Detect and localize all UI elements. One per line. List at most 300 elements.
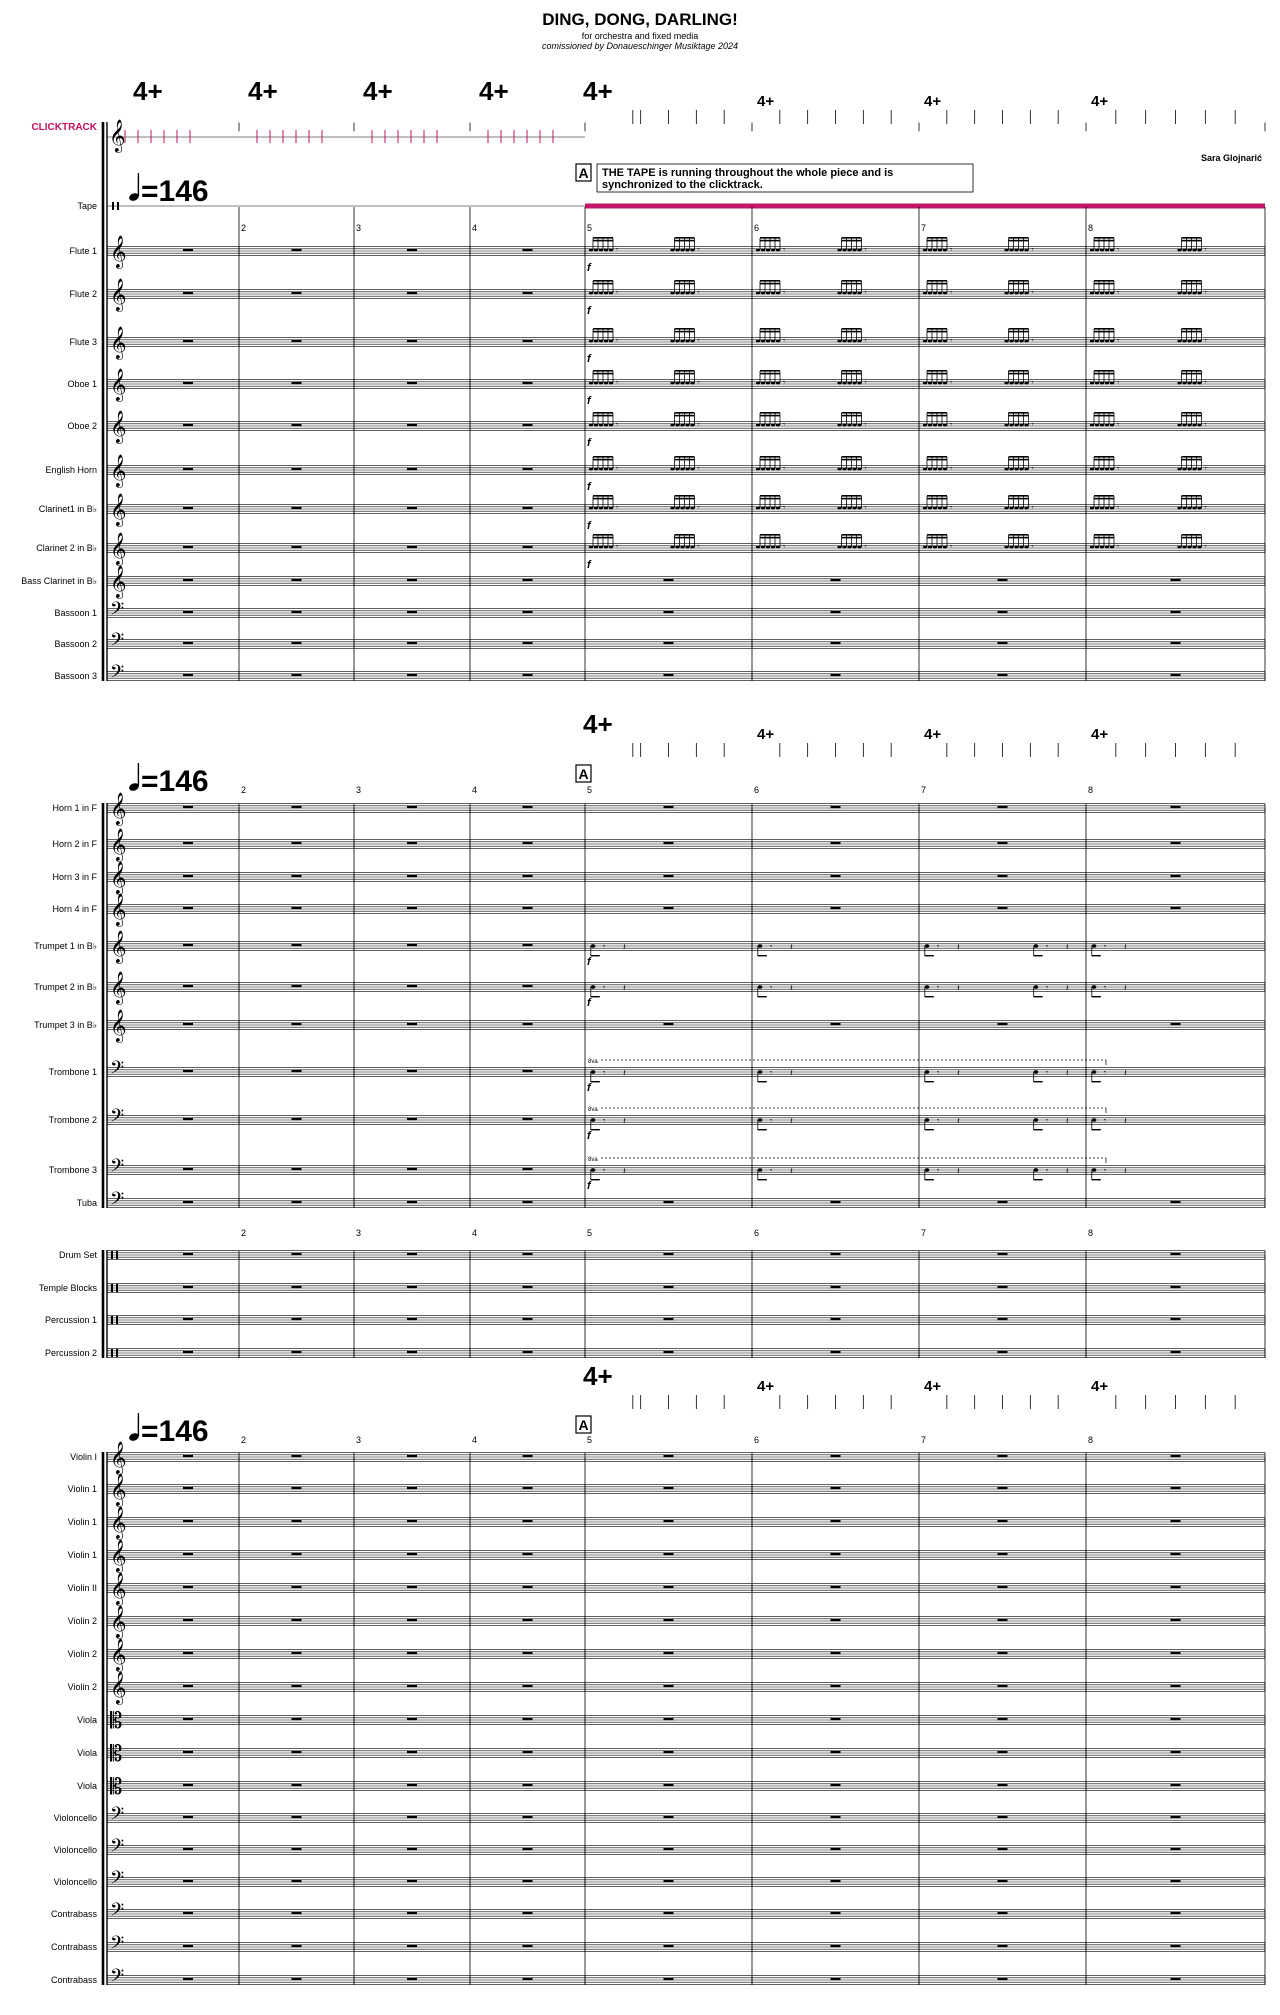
whole-rest [523,674,533,676]
rest-glyph: 𝄾 [950,378,953,387]
notehead [1019,546,1023,549]
whole-rest [292,1118,302,1120]
whole-rest [183,806,193,808]
staff-trombone-2 [49,1105,1265,1142]
whole-rest [523,1880,533,1882]
notehead [591,1070,596,1073]
whole-rest [664,1816,674,1818]
notehead [670,340,674,343]
whole-rest [292,1685,302,1687]
whole-rest [664,1848,674,1850]
whole-rest [998,1880,1008,1882]
rest-glyph: 𝄾 [603,1166,606,1175]
notehead [670,468,674,471]
beam [842,237,862,239]
note-figure [591,1116,626,1130]
whole-rest [523,806,533,808]
note-figure [837,237,866,254]
notehead [594,382,598,385]
note-figure [589,456,618,473]
whole-rest [523,507,533,509]
note-figure [837,370,866,387]
notehead [758,1118,763,1121]
whole-rest [664,1487,674,1489]
beam [760,412,780,414]
whole-rest [998,1619,1008,1621]
note-figure [1004,328,1033,345]
rest-glyph: 𝄾 [950,245,953,254]
beam [842,370,862,372]
notehead [1177,507,1181,510]
staff-bass-clarinet-in-b- [21,566,1265,599]
notehead [604,424,608,427]
notehead [1105,340,1109,343]
notehead [1177,382,1181,385]
beam [1182,459,1202,461]
notehead [690,292,694,295]
notehead [933,292,937,295]
whole-rest [292,546,302,548]
rest-glyph: 𝄾 [770,983,773,992]
note-figure [1090,370,1119,387]
whole-rest [523,642,533,644]
click-signature-small: 4+ [924,726,942,743]
note-figure [756,412,785,429]
measure-number: 8 [1088,1228,1094,1238]
whole-rest [407,507,417,509]
beam [1009,534,1029,536]
whole-rest [407,468,417,470]
whole-rest [407,1718,417,1720]
notehead [685,382,689,385]
whole-rest [407,985,417,987]
whole-rest [292,1816,302,1818]
whole-rest [664,1201,674,1203]
beam [842,328,862,330]
rest-glyph: 𝄾 [950,542,953,551]
notehead [771,424,775,427]
whole-rest [1171,1978,1181,1980]
whole-rest [1171,1351,1181,1353]
beam [842,415,862,417]
note-figure [1092,1116,1127,1130]
beam [760,534,780,536]
notehead [1024,424,1028,427]
note-figure [589,534,618,551]
whole-rest [183,907,193,909]
rest-glyph: 𝄾 [616,464,619,473]
bass-clef-icon: 𝄢 [110,1155,125,1180]
beam [927,534,947,536]
whole-rest [831,1253,841,1255]
whole-rest [407,1652,417,1654]
rest-glyph: 𝄾 [1104,942,1107,951]
whole-rest [407,674,417,676]
notehead [609,340,613,343]
score-title: DING, DONG, DARLING! [542,10,738,29]
notehead [599,382,603,385]
whole-rest [292,1848,302,1850]
rest-glyph: 𝄾 [950,464,953,473]
beam [1009,370,1029,372]
whole-rest [831,907,841,909]
beam [1094,495,1114,497]
whole-rest [407,611,417,613]
whole-rest [831,1487,841,1489]
notehead [594,249,598,252]
whole-rest [831,611,841,613]
instrument-label: Horn 1 in F [52,803,97,813]
whole-rest [407,907,417,909]
whole-rest [407,1286,417,1288]
note-figure [670,456,699,473]
flag [591,1081,600,1082]
rest-glyph: 𝄾 [1104,1166,1107,1175]
notehead [690,546,694,549]
beam [927,537,947,539]
notehead [594,340,598,343]
notehead [1009,546,1013,549]
rest-glyph: 𝄽 [790,983,793,993]
beam [1094,498,1114,500]
whole-rest [1171,1718,1181,1720]
instrument-label: Flute 1 [69,246,97,256]
notehead [675,292,679,295]
notehead [1014,292,1018,295]
beam [593,534,613,536]
beam [842,459,862,461]
rest-glyph: 𝄽 [790,1116,793,1126]
notehead [690,382,694,385]
percussion-clef-icon [111,1316,113,1324]
notehead [776,292,780,295]
rehearsal-mark [576,164,591,181]
whole-rest [523,546,533,548]
notehead [1095,340,1099,343]
whole-rest [1171,1520,1181,1522]
notehead [1024,340,1028,343]
note-figure [1034,983,1069,997]
whole-rest [183,1978,193,1980]
notehead [609,292,613,295]
notehead [923,292,927,295]
measure-number: 2 [241,785,247,795]
rest-glyph: 𝄽 [1065,1068,1069,1078]
rest-glyph: 𝄾 [616,288,619,297]
instrument-label: Violin 1 [67,1550,97,1560]
whole-rest [831,1586,841,1588]
notehead [925,985,930,988]
notehead [1110,507,1114,510]
whole-rest [664,907,674,909]
notehead [852,340,856,343]
whole-rest [664,674,674,676]
rest-glyph: 𝄾 [1031,464,1034,473]
notehead [670,546,674,549]
treble-clef-icon: 𝄞 [110,566,127,597]
whole-rest [998,1253,1008,1255]
notehead [1019,382,1023,385]
bass-clef-icon: 𝄢 [110,629,125,654]
notehead [690,340,694,343]
rest-glyph: 𝄾 [603,1068,606,1077]
dynamic-marking: f [587,520,591,532]
bass-clef-icon: 𝄢 [110,1932,125,1957]
whole-rest [183,1253,193,1255]
note-figure [925,1068,960,1082]
beam [593,459,613,461]
notehead [756,468,760,471]
notehead [923,468,927,471]
whole-rest [407,1978,417,1980]
note-figure [1090,412,1119,429]
notehead [685,340,689,343]
note-figure [1034,942,1069,956]
beam [1182,534,1202,536]
notehead [1197,546,1201,549]
notehead [771,292,775,295]
notehead [847,468,851,471]
notehead [756,424,760,427]
beam [1009,459,1029,461]
percussion-clef-icon [111,1284,113,1292]
notehead [680,424,684,427]
notehead [690,249,694,252]
note-figure [1090,328,1119,345]
whole-rest [523,1553,533,1555]
note-figure [756,328,785,345]
notehead [685,507,689,510]
whole-rest [183,1751,193,1753]
flag [925,1081,934,1082]
beam [760,415,780,417]
beam [760,237,780,239]
beam [760,280,780,282]
whole-rest [998,1286,1008,1288]
instrument-label: Horn 2 in F [52,839,97,849]
notehead [761,424,765,427]
treble-clef-icon: 𝄞 [110,411,127,442]
beam [1009,283,1029,285]
note-figure [1034,1166,1069,1180]
notehead [1019,249,1023,252]
whole-rest [664,642,674,644]
treble-clef-icon: 𝄞 [110,894,127,925]
notehead [1090,507,1094,510]
whole-rest [292,579,302,581]
beam [760,240,780,242]
notehead [680,382,684,385]
whole-rest [1171,1023,1181,1025]
whole-rest [664,1553,674,1555]
whole-rest [998,1586,1008,1588]
instrument-label: Viola [77,1748,97,1758]
whole-rest [183,1455,193,1457]
beam [675,240,695,242]
staff-violin-1 [68,1507,1265,1540]
whole-rest [407,1848,417,1850]
system-percussion [39,1228,1265,1358]
whole-rest [1171,642,1181,644]
whole-rest [407,1751,417,1753]
staff-violoncello [54,1803,1265,1828]
staff-violoncello [54,1835,1265,1860]
instrument-label: Trombone 2 [48,1115,97,1125]
instrument-label: Oboe 1 [67,379,97,389]
note-figure [1090,280,1119,297]
note-figure [670,328,699,345]
notehead [1177,468,1181,471]
rest-glyph: 𝄾 [697,420,700,429]
whole-rest [292,1168,302,1170]
notehead [675,340,679,343]
whole-rest [407,1586,417,1588]
note-figure [670,237,699,254]
beam [593,240,613,242]
notehead [756,249,760,252]
beam [1009,328,1029,330]
treble-clef-icon: 𝄞 [110,1507,127,1538]
rest-glyph: 𝄾 [950,503,953,512]
note-figure [670,495,699,512]
whole-rest [292,806,302,808]
notehead [771,507,775,510]
staff-trombone-1 [49,1057,1265,1094]
instrument-label: Violin 1 [67,1517,97,1527]
beam [593,331,613,333]
whole-rest [183,1586,193,1588]
whole-rest [998,1718,1008,1720]
notehead [1110,340,1114,343]
whole-rest [998,1945,1008,1947]
note-figure [1177,412,1206,429]
instrument-label: Temple Blocks [38,1283,97,1293]
notehead [761,382,765,385]
notehead [761,249,765,252]
rest-glyph: 𝄽 [1124,942,1127,952]
staff-english-horn [45,455,1265,493]
whole-rest [664,842,674,844]
beam [760,495,780,497]
note-figure [1177,370,1206,387]
rest-glyph: 𝄾 [603,983,606,992]
beam [1094,459,1114,461]
rest-glyph: 𝄾 [1204,378,1207,387]
flag [758,996,767,997]
dynamic-marking: f [587,956,591,968]
whole-rest [831,1652,841,1654]
system-winds [21,76,1265,686]
notehead [1100,546,1104,549]
whole-rest [407,546,417,548]
beam [1009,240,1029,242]
rehearsal-mark [576,1416,591,1433]
instrument-label: Violin I [70,1452,97,1462]
rest-glyph: 𝄾 [937,1166,940,1175]
rest-glyph: 𝄾 [1117,288,1120,297]
notehead [928,292,932,295]
beam [593,237,613,239]
beam [842,240,862,242]
rest-glyph: 𝄾 [1204,288,1207,297]
notehead [771,249,775,252]
whole-rest [523,1652,533,1654]
whole-rest [407,1253,417,1255]
octave-marking: 8va [588,1107,598,1113]
note-figure [923,328,952,345]
dynamic-marking: f [587,1180,591,1192]
notehead [1182,424,1186,427]
beam [1182,370,1202,372]
whole-rest [664,1784,674,1786]
whole-rest [183,249,193,251]
notehead [943,507,947,510]
click-signature-small: 4+ [1091,726,1109,743]
notehead [1092,1070,1097,1073]
whole-rest [183,875,193,877]
beam [760,370,780,372]
bass-clef-icon: 𝄢 [110,1899,125,1924]
notehead [1019,507,1023,510]
notehead [609,249,613,252]
measure-number: 2 [241,1228,247,1238]
measure-number: 8 [1088,785,1094,795]
whole-rest [183,674,193,676]
whole-rest [407,944,417,946]
notehead [923,507,927,510]
system-brass [34,709,1265,1213]
whole-rest [831,875,841,877]
click-signature: 4+ [133,76,163,106]
whole-rest [407,1455,417,1457]
whole-rest [407,340,417,342]
beam [927,373,947,375]
notehead [943,424,947,427]
notehead [1187,340,1191,343]
whole-rest [183,546,193,548]
notehead [1197,382,1201,385]
beam [927,237,947,239]
note-figure [758,1116,793,1130]
beam [675,331,695,333]
whole-rest [183,611,193,613]
whole-rest [664,1318,674,1320]
whole-rest [292,985,302,987]
staff-trombone-3 [49,1155,1265,1192]
notehead [604,292,608,295]
rest-glyph: 𝄾 [1104,1116,1107,1125]
notehead [923,382,927,385]
notehead [943,340,947,343]
whole-rest [998,1912,1008,1914]
whole-rest [523,1685,533,1687]
whole-rest [183,1945,193,1947]
notehead [938,507,942,510]
beam [842,283,862,285]
tape-instruction-line: synchronized to the clicktrack. [602,179,763,191]
staff-horn-1-in-f [52,793,1265,826]
notehead [1105,507,1109,510]
beam [1182,456,1202,458]
beam [1094,415,1114,417]
notehead [928,507,932,510]
whole-rest [831,1286,841,1288]
rest-glyph: 𝄽 [790,942,793,952]
beam [1009,373,1029,375]
whole-rest [523,1718,533,1720]
notehead [1034,985,1039,988]
notehead [599,468,603,471]
